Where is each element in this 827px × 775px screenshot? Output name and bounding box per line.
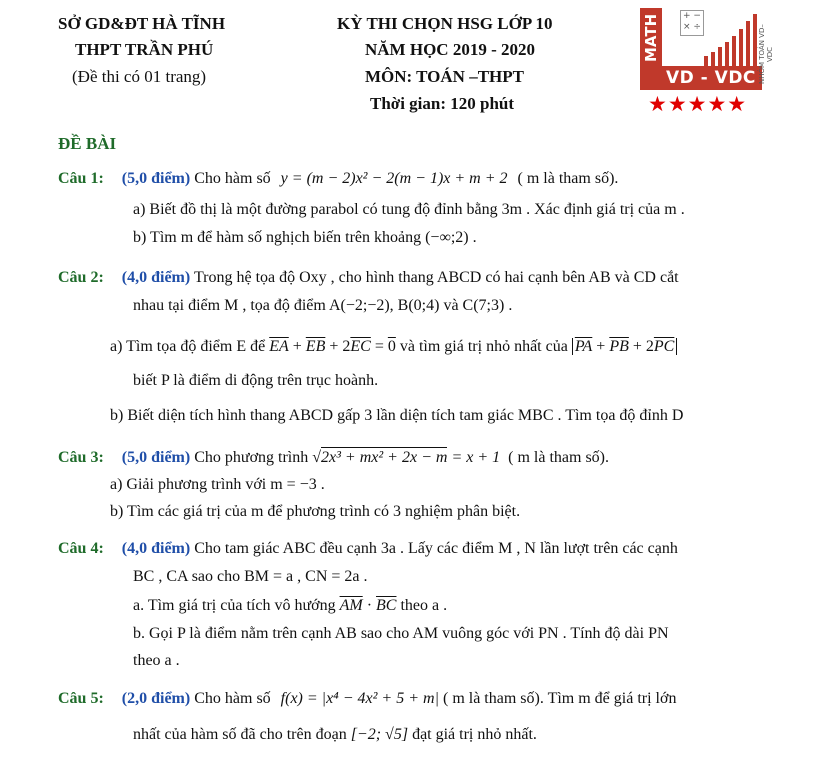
q5-points: (2,0 điểm) <box>121 690 191 707</box>
q2-line1 <box>58 269 679 287</box>
header-page-note: (Đề thi có 01 trang) <box>72 67 207 86</box>
q3-line: Câu 3: (5,0 điểm) Cho phương trình √2x³ + mx² + 2x − m = x + 1 ( m là tham số). <box>58 449 610 466</box>
q5-line2-pre: nhất của hàm số đã cho trên đoạn <box>133 726 351 743</box>
section-title: ĐỀ BÀI <box>58 134 117 153</box>
calculator-icon: + − × ÷ <box>680 10 704 36</box>
exam-subject: MÔN: TOÁN –THPT <box>365 67 524 86</box>
q3-part-b: b) Tìm các giá trị của m để phương trình có 3 nghiệm phân biệt. <box>110 503 521 520</box>
q5-line2 <box>133 726 537 744</box>
q5-label: Câu 5: <box>58 690 104 707</box>
q4-part-b2: theo a . <box>133 652 180 669</box>
growth-bars-icon <box>702 12 764 66</box>
q4-a-post: theo a . <box>396 597 448 614</box>
q4-label: Câu 4: <box>58 540 104 557</box>
q4-line1-text: Cho tam giác ABC đều cạnh 3a . Lấy các điểm M , N lần lượt trên các cạnh <box>194 540 678 557</box>
q2-a-mid: và tìm giá trị nhỏ nhất của <box>399 338 572 355</box>
q3-radicand: 2x³ + mx² + 2x − m <box>321 449 448 466</box>
q4-line2: BC , CA sao cho BM = a , CN = 2a . <box>133 568 368 585</box>
q5-tail: ( m là tham số). Tìm m để giá trị lớn <box>438 690 677 707</box>
q4-points: (4,0 điểm) <box>121 540 191 557</box>
q3-text: Cho phương trình <box>194 449 309 466</box>
math-vd-vdc-logo <box>640 8 772 90</box>
q5-text: Cho hàm số <box>194 690 271 707</box>
exam-year: NĂM HỌC 2019 - 2020 <box>365 40 535 59</box>
q3-points: (5,0 điểm) <box>121 449 191 466</box>
q2-a-pre: a) Tìm tọa độ điểm E để <box>110 338 270 355</box>
q1-line <box>58 170 618 188</box>
q2-points: (4,0 điểm) <box>121 269 191 286</box>
q2-label: Câu 2: <box>58 269 104 286</box>
star-rating-icon: ★★★★★ <box>648 92 748 116</box>
exam-title: KỲ THI CHỌN HSG LỚP 10 <box>337 14 553 33</box>
exam-time: Thời gian: 120 phút <box>370 94 515 113</box>
q4-part-a: a. Tìm giá trị của tích vô hướng $\overline{AM} \cdot \overline{BC}$ theo a . <box>133 597 448 614</box>
q3-rhs: = x + 1 <box>447 449 501 466</box>
header-school: THPT TRẦN PHÚ <box>75 40 214 59</box>
logo-brand: VD - VDC <box>666 68 756 88</box>
q4-a-v1: $\overline{AM}$ <box>339 597 363 614</box>
q5-interval: [−2; √5] <box>350 726 409 743</box>
q1-part-a: a) Biết đồ thị là một đường parabol có tung độ đỉnh bằng 3m . Xác định giá trị của m . <box>133 201 685 218</box>
q5-formula: f(x) = |x⁴ − 4x² + 5 + m| <box>280 690 439 707</box>
q2-a-pv3: $\overline{PC}$ <box>653 338 675 355</box>
q3-part-a: a) Giải phương trình với m = −3 . <box>110 476 325 493</box>
q2-a-vec2: $\overline{EB}$ <box>305 338 326 355</box>
q2-part-a2: biết P là điểm di động trên trục hoành. <box>133 372 379 389</box>
q2-line2: nhau tại điểm M , tọa độ điểm A(−2;−2), B(0;4) và C(7;3) . <box>133 297 513 314</box>
logo-math-block <box>640 8 662 90</box>
q1-points: (5,0 điểm) <box>121 170 191 187</box>
q4-a-v2: $\overline{BC}$ <box>376 597 397 614</box>
q1-text: Cho hàm số <box>194 170 271 187</box>
q1-tail: ( m là tham số). <box>517 170 619 187</box>
q5-line1 <box>58 690 676 708</box>
header-dept: SỞ GD&ĐT HÀ TĨNH <box>58 14 226 33</box>
q2-part-a: a) Tìm tọa độ điểm E để $\overline{EA} + \overline{EB} + 2\overline{EC} = 0$ và tìm giá trị nhỏ nhất của $\overline{PA} + \overline{PB} + 2\overline{PC}$ <box>110 338 677 356</box>
q2-a-pv1: $\overline{PA}$ <box>574 338 593 355</box>
q4-part-b1: b. Gọi P là điểm nằm trên cạnh AB sao cho AM vuông góc với PN . Tính độ dài PN <box>133 625 669 642</box>
q2-a-vec3: $\overline{EC}$ <box>350 338 371 355</box>
logo-brand-box <box>662 66 762 90</box>
logo-vertical-text: NHÓM TOÁN VD–VDC <box>758 24 774 84</box>
q4-line1 <box>58 540 678 558</box>
q2-a-pv2: $\overline{PB}$ <box>609 338 629 355</box>
q3-label: Câu 3: <box>58 449 104 466</box>
q3-tail: ( m là tham số). <box>508 449 610 466</box>
q2-a-vec1: $\overline{EA}$ <box>269 338 289 355</box>
q1-label: Câu 1: <box>58 170 104 187</box>
logo-math-letters: MATH <box>642 13 660 63</box>
q2-part-b: b) Biết diện tích hình thang ABCD gấp 3 lần diện tích tam giác MBC . Tìm tọa độ đỉnh D <box>110 407 684 424</box>
q5-line2-post: đạt giá trị nhỏ nhất. <box>412 726 537 743</box>
q1-formula: y = (m − 2)x² − 2(m − 1)x + m + 2 <box>280 170 508 187</box>
q4-a-pre: a. Tìm giá trị của tích vô hướng <box>133 597 340 614</box>
q1-part-b: b) Tìm m để hàm số nghịch biến trên khoảng (−∞;2) . <box>133 229 477 246</box>
q2-line1-text: Trong hệ tọa độ Oxy , cho hình thang ABCD có hai cạnh bên AB và CD cắt <box>193 269 679 286</box>
